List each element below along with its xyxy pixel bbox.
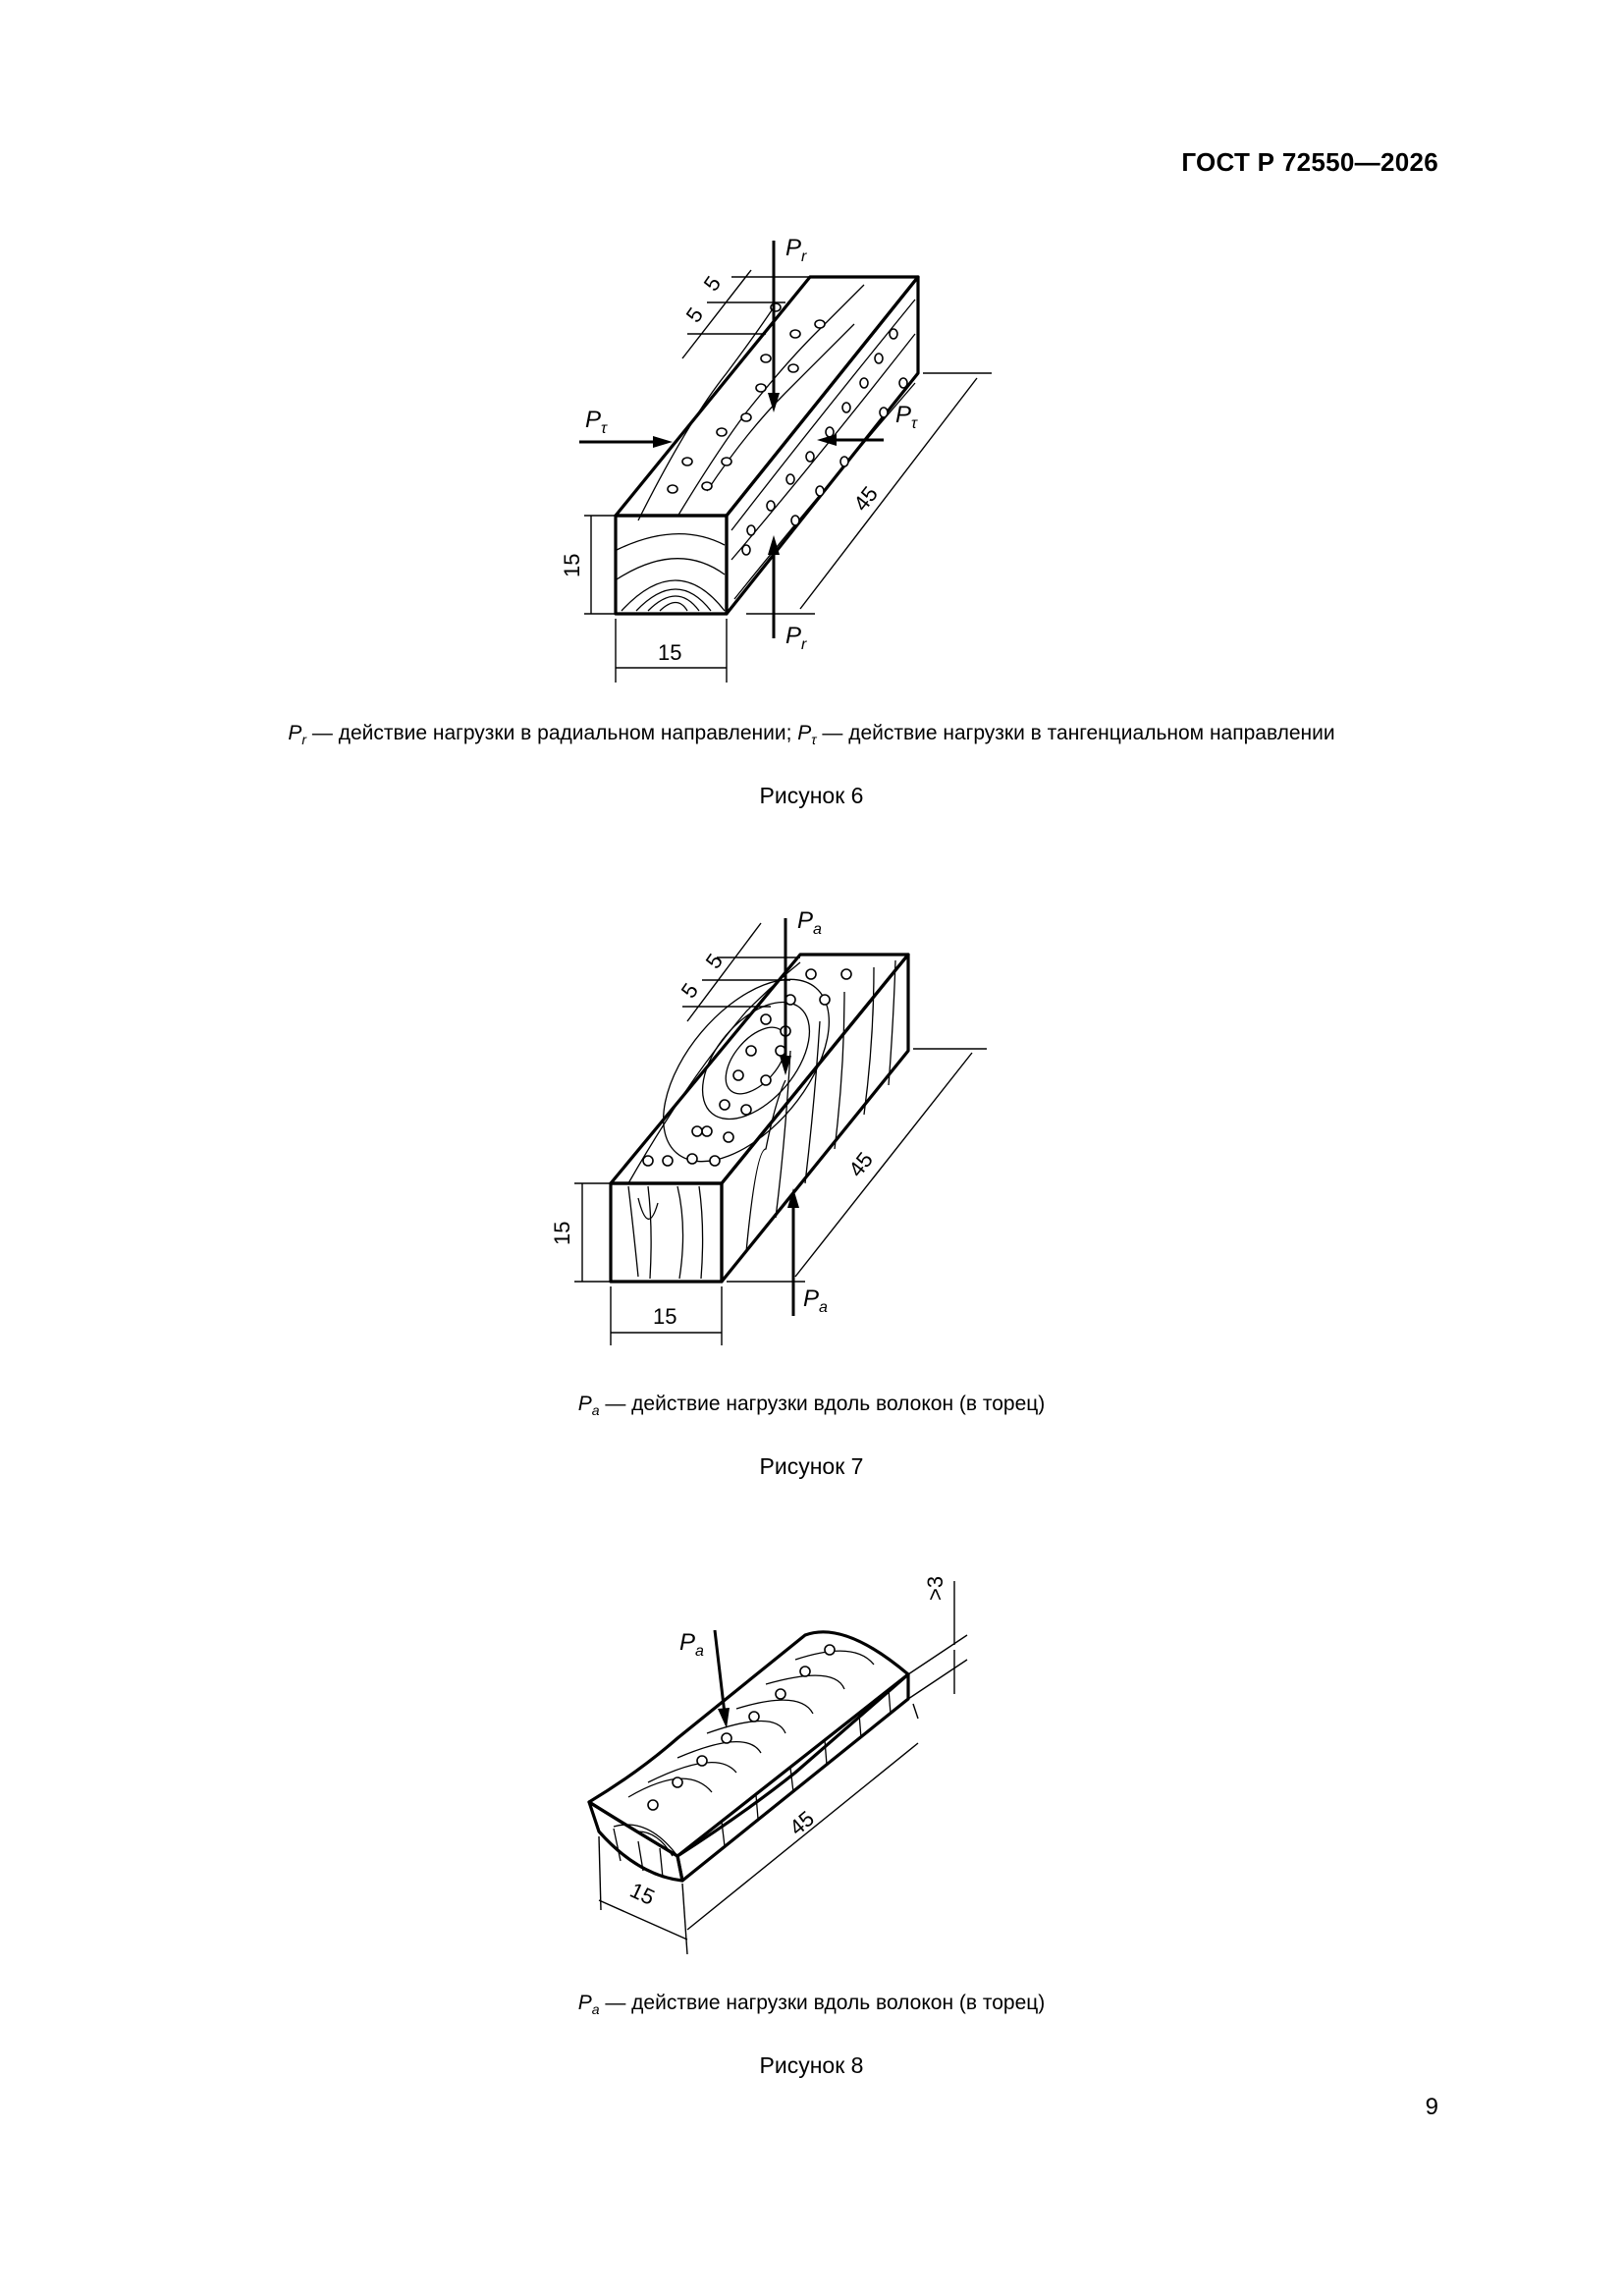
figure-7-test-points	[643, 969, 851, 1166]
figure-8-dimension-lines	[599, 1581, 967, 1954]
figure-8-drawing	[0, 1561, 1623, 1954]
figure-7-specimen	[611, 950, 908, 1282]
figure-6-load-top-label: $P_r$	[785, 235, 807, 265]
page-number: 9	[1425, 2094, 1438, 2120]
figure-6-load-arrows	[579, 241, 884, 638]
figure-8-specimen	[589, 1632, 908, 1881]
figure-7-dim-length: 45	[843, 1147, 879, 1182]
figure-8-dim-thickness: >3	[923, 1575, 947, 1601]
figure-8-load-top-label: $P_a$	[679, 1629, 704, 1660]
figure-7-drawing	[0, 903, 1623, 1365]
figure-8-legend: $P_a$ — действие нагрузки вдоль волокон (в торец)	[577, 1992, 1046, 2018]
figure-6-load-left-label: $P_\tau$	[585, 407, 607, 437]
figure-6-dim-width: 15	[658, 640, 682, 665]
figure-6-caption: Рисунок 6	[759, 783, 864, 808]
figure-6-load-bottom-label: $P_r$	[785, 623, 807, 653]
figure-8-test-points	[648, 1645, 835, 1810]
figure-8-dim-width: 15	[625, 1877, 659, 1910]
figure-8-caption: Рисунок 8	[759, 2052, 864, 2078]
figure-6-load-right-label: $P_\tau$	[895, 402, 917, 432]
figure-7-dim-height: 15	[550, 1221, 574, 1245]
figure-6-dim-length: 45	[848, 481, 884, 517]
figure-7-legend: $P_a$ — действие нагрузки вдоль волокон (в торец)	[577, 1393, 1046, 1419]
figure-7-dim-5a: 5	[700, 949, 729, 973]
figure-6-drawing	[0, 226, 1623, 687]
figure-7-caption: Рисунок 7	[759, 1453, 864, 1479]
figure-7-load-top-label: $P_a$	[797, 907, 822, 938]
figure-6-legend: $P_r$ — действие нагрузки в радиальном направлении; $P_\tau$ — действие нагрузки в тангенциальном направлении	[288, 722, 1335, 748]
standard-designation: ГОСТ Р 72550—2026	[1181, 147, 1438, 177]
figure-6-dim-5a: 5	[698, 271, 727, 296]
figure-7-dim-5b: 5	[676, 978, 704, 1003]
figure-7-dim-width: 15	[653, 1304, 677, 1329]
figure-6-dim-5b: 5	[680, 302, 709, 327]
figure-8-dim-length: 45	[784, 1805, 819, 1840]
figure-8-load-arrows	[715, 1630, 730, 1728]
figure-6-dim-height: 15	[560, 553, 584, 577]
figure-7-load-bottom-label: $P_a$	[803, 1285, 828, 1316]
